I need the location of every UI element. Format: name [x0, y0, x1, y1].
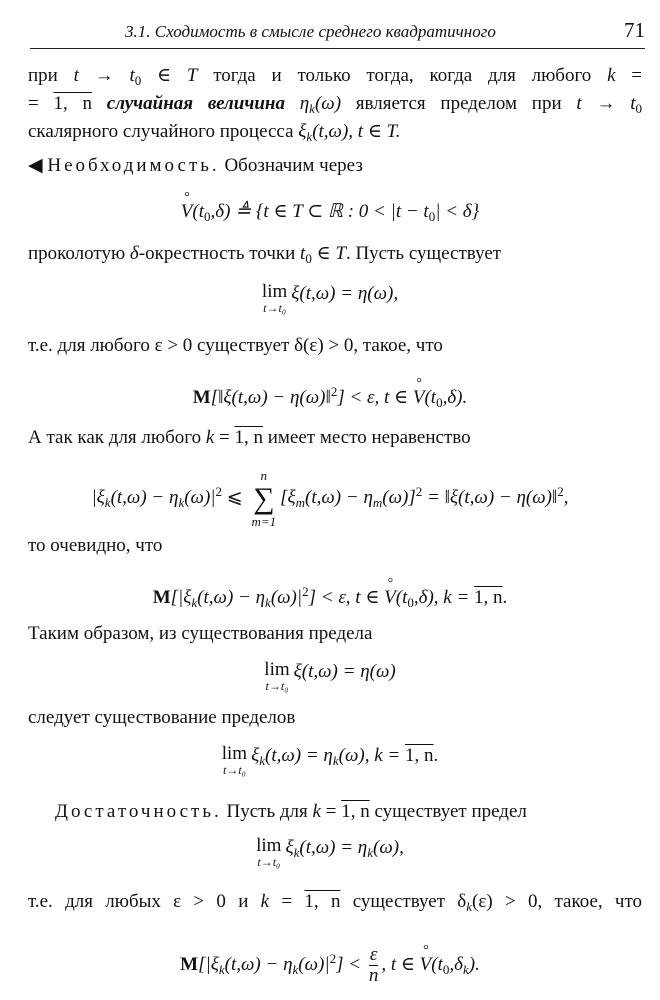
equation: lim t→t₀ ξ(t,ω) = η(ω) — [264, 659, 396, 693]
text-line: ◀ Необходимость. Обозначим через — [28, 155, 363, 176]
equation: $|\xi_k(t,\omega) - \eta_k(\omega)|^2$ ⩽ n ∑ m=1 $[\xi_m(t,\omega) - \eta_m(\omega)]^2$ = ‖ξ(t,ω) − η(ω)‖$^2$, — [91, 467, 569, 529]
equation: lim t→t₀ $\xi_k(t,\omega) = \eta_k(\omega)$, k = 1, n. — [221, 743, 439, 777]
text-line: Достаточность. Пусть для k = 1, n существует предел — [55, 801, 527, 822]
equation: lim t→t₀ $\xi_k(t,\omega) = \eta_k(\omega)$, — [256, 835, 404, 869]
text-line: следует существование пределов — [28, 707, 296, 728]
page-header — [30, 18, 645, 49]
text-line: скалярного случайного процесса $\xi_k(t,\omega)$, t ∈ T. — [28, 121, 401, 144]
running-head: 3.1. Сходимость в смысле среднего квадратичного — [125, 22, 496, 41]
equation: $M[|\xi_k(t,\omega) - \eta_k(\omega)|^2]$ < $\frac{\varepsilon}{n}$ , t ∈ ° $V(t_0,\delta_k)$. — [30, 934, 630, 984]
text-line: т.е. для любых ε > 0 и k = 1, n существует $\delta_k(\varepsilon) > 0$, такое, что — [28, 891, 643, 914]
page-number: 71 — [624, 18, 645, 42]
text-line: то очевидно, что — [28, 535, 163, 556]
text-line: проколотую δ-окрестность точки $t_0$ ∈ T. Пусть существует — [28, 243, 502, 266]
text-line: А так как для любого k = 1, n имеет место неравенство — [28, 427, 471, 448]
text-line: при $t \to t_0$ ∈ T тогда и только тогда, когда для любого k = — [28, 65, 642, 88]
proof-start-icon: ◀ — [28, 155, 48, 176]
section-keyword: Достаточность. — [55, 801, 222, 822]
equation: $M[|\xi_k(t,\omega) - \eta_k(\omega)|^2] < \varepsilon$, t ∈ ° $V(t_0,\delta)$, k = 1, n. — [30, 580, 630, 615]
text-line: Таким образом, из существования предела — [28, 623, 373, 644]
equation: ° $V(t_0,\delta)$ ≜ {t ∈ T ⊂ ℝ : $0 < |t - t_0| < \delta$} — [30, 200, 630, 229]
equation: lim t→t₀ ξ(t,ω) = η(ω), — [261, 281, 399, 315]
equation: M[‖ξ(t,ω) − η(ω)‖$^2$] < ε, t ∈ ° $V(t_0,\delta)$. — [30, 380, 630, 415]
text-line: = 1, n случайная величина $\eta_k(\omega)$ является пределом при $t \to t_0$ — [28, 93, 642, 116]
text-line: т.е. для любого ε > 0 существует δ(ε) > 0, такое, что — [28, 335, 443, 356]
section-keyword: Необходимость. — [47, 155, 220, 176]
